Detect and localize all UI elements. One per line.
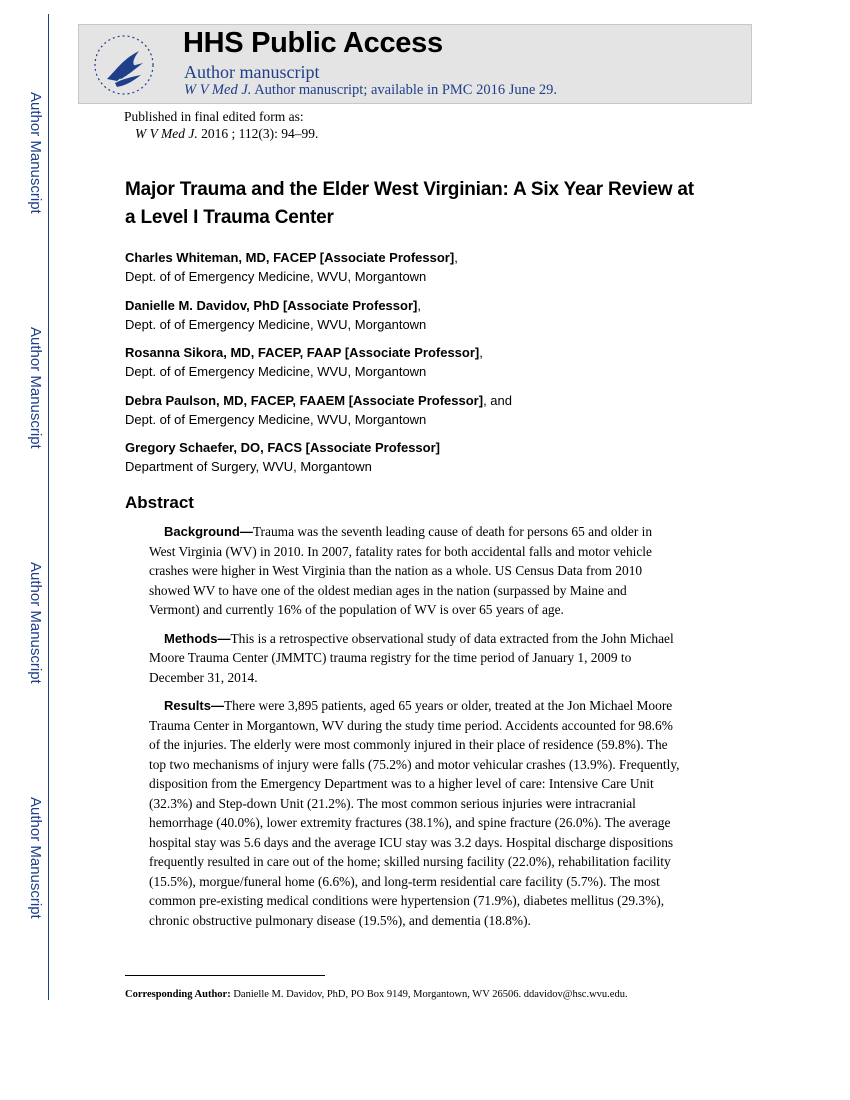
citation-details: 2016 ; 112(3): 94–99. [201,126,319,141]
footnote-text: Danielle M. Davidov, PhD, PO Box 9149, Morgantown, WV 26506. ddavidov@hsc.wvu.edu. [233,989,628,1000]
corresponding-author-footnote [125,989,628,1000]
hhs-title: HHS Public Access [183,27,443,59]
author-suffix: , [454,250,458,265]
author-list [125,248,745,486]
background-line: West Virginia (WV) in 2010. In 2007, fatality rates for both accidental falls and motor vehicle [149,543,652,559]
author-affiliation: Dept. of of Emergency Medicine, WVU, Morgantown [125,316,427,332]
article-title [125,176,745,232]
background-label: Background— [164,524,253,539]
publication-info [124,108,318,142]
results-label: Results— [164,698,224,713]
author-entry [125,296,745,344]
abstract-heading: Abstract [125,493,194,512]
author-name: Gregory Schaefer, DO, FACS [Associate Professor] [125,440,440,455]
author-manuscript-label: Author manuscript [184,62,320,82]
results-line: (15.5%), morgue/funeral home (6.6%), and long-term residential care facility (5.7%). The most [149,873,660,889]
methods-label: Methods— [164,630,231,646]
author-entry [125,438,745,486]
methods-line: Moore Trauma Center (JMMTC) trauma registry for the time period of January 1, 2009 to [149,650,632,665]
author-affiliation: Dept. of of Emergency Medicine, WVU, Morgantown [125,411,427,427]
margin-label-4: Author Manuscript [27,797,44,919]
footnote-label: Corresponding Author: [125,989,231,1000]
results-line: frequently resulted in care out of the home; skilled nursing facility (22.0%), rehabilitation facility [149,854,671,869]
results-line: chronic obstructive pulmonary disease (19.5%), and dementia (18.8%). [149,912,531,928]
margin-rule [48,14,49,1000]
author-name: Charles Whiteman, MD, FACEP [Associate Professor] [125,250,455,265]
results-line: There were 3,895 patients, aged 65 years or older, treated at the Jon Michael Moore [223,698,673,713]
author-affiliation: Department of Surgery, WVU, Morgantown [125,459,372,474]
results-line: hospital stay was 5.6 days and the average ICU stay was 3.2 days. Hospital discharge dispositions [149,834,674,850]
results-line: hemorrhage (40.0%), lower extremity fractures (38.1%), and spine fracture (26.0%). The average [149,815,671,830]
availability-line [184,82,557,99]
results-line: (32.3%) and Step-down Unit (21.2%). The most common serious injuries were intracranial [149,795,636,811]
results-line: disposition from the Emergency Department was to a higher level of care: Intensive Care Unit [149,776,654,791]
author-affiliation: Dept. of of Emergency Medicine, WVU, Morgantown [125,364,427,379]
article-title-line-1: Major Trauma and the Elder West Virginian: A Six Year Review at [125,179,694,200]
methods-line: This is a retrospective observational study of data extracted from the John Michael [230,630,674,646]
background-line: Vermont) and currently 16% of the population of WV is over 65 years of age. [149,602,564,617]
abstract-methods [149,629,709,688]
margin-label-2: Author Manuscript [27,327,44,449]
margin-label-1: Author Manuscript [27,92,44,214]
publication-intro: Published in final edited form as: [124,109,304,124]
background-line: crashes were higher in West Virginia than the nation as a whole. US Census Data from 2010 [149,563,643,578]
author-suffix: , [479,345,483,360]
background-line: Trauma was the seventh leading cause of death for persons 65 and older in [252,524,653,539]
hhs-eagle-logo-icon [87,29,161,101]
footnote-rule [125,975,325,976]
journal-name: W V Med J. [184,82,252,98]
background-line: showed WV to have one of the oldest median ages in the nation (surpassed by Maine and [149,582,627,598]
publication-citation [124,125,318,142]
author-affiliation: Dept. of of Emergency Medicine, WVU, Morgantown [125,269,427,284]
results-line: common pre-existing medical conditions were hypertension (71.9%), diabetes mellitus (29.3%), [149,893,665,908]
author-entry [125,248,745,296]
abstract-body [149,522,709,939]
results-line: top two mechanisms of injury were falls (75.2%) and motor vehicular crashes (13.9%). Frequently, [149,756,680,772]
results-line: of the injuries. The elderly were most commonly injured in their place of residence (59.8%). The [149,737,668,752]
abstract-results [149,696,709,930]
abstract-background [149,522,709,620]
author-name: Danielle M. Davidov, PhD [Associate Professor] [125,297,418,313]
methods-line: December 31, 2014. [149,669,258,685]
author-name: Rosanna Sikora, MD, FACEP, FAAP [Associate Professor] [125,345,480,360]
author-entry [125,343,745,391]
article-title-line-2: a Level I Trauma Center [125,207,334,228]
author-name: Debra Paulson, MD, FACEP, FAAEM [Associate Professor] [125,392,484,408]
margin-label-3: Author Manuscript [27,562,44,684]
author-suffix: , [417,297,421,313]
availability-text: Author manuscript; available in PMC 2016 June 29. [254,82,558,98]
author-entry [125,391,745,439]
results-line: Trauma Center in Morgantown, WV during the study time period. Accidents accounted for 98.6% [149,717,673,733]
hhs-header [78,24,752,104]
author-suffix: , and [483,392,512,408]
citation-journal: W V Med J. [135,126,198,141]
